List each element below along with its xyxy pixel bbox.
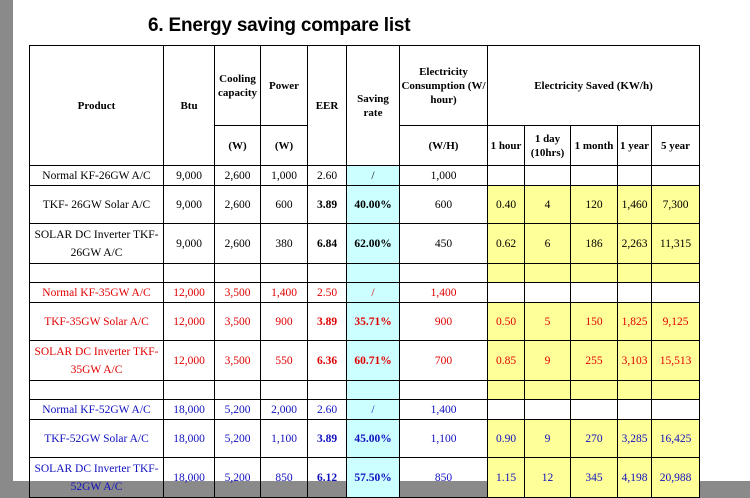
cell-d1: 4 xyxy=(525,186,571,224)
cell-h1: 0.90 xyxy=(488,420,525,458)
cell-consumption: 1,000 xyxy=(400,166,488,186)
cell-cooling: 2,600 xyxy=(215,166,261,186)
header-period-1-hour: 1 hour xyxy=(488,126,525,166)
cell-m1: 150 xyxy=(571,303,618,341)
cell-power: 1,000 xyxy=(261,166,308,186)
cell-y1: 4,198 xyxy=(618,458,652,498)
table-row xyxy=(30,186,700,224)
spacer-cell xyxy=(525,381,571,400)
cell-h1: 0.85 xyxy=(488,341,525,381)
cell-consumption: 900 xyxy=(400,303,488,341)
cell-consumption: 1,400 xyxy=(400,400,488,420)
cell-power: 1,100 xyxy=(261,420,308,458)
cell-btu: 18,000 xyxy=(164,400,215,420)
cell-m1: 186 xyxy=(571,224,618,264)
cell-m1: 120 xyxy=(571,186,618,224)
table-row xyxy=(30,283,700,303)
spacer-cell xyxy=(261,381,308,400)
header-consumption-unit: (W/H) xyxy=(400,126,488,166)
cell-eer: 6.84 xyxy=(308,224,347,264)
cell-rate: 40.00% xyxy=(347,186,400,224)
cell-d1: 6 xyxy=(525,224,571,264)
cell-btu: 12,000 xyxy=(164,283,215,303)
cell-h1: 1.15 xyxy=(488,458,525,498)
header-period-5-year: 5 year xyxy=(652,126,700,166)
cell-rate: 60.71% xyxy=(347,341,400,381)
cell-h1 xyxy=(488,166,525,186)
cell-consumption: 1,400 xyxy=(400,283,488,303)
cell-y5: 9,125 xyxy=(652,303,700,341)
cell-btu: 9,000 xyxy=(164,166,215,186)
cell-y1 xyxy=(618,166,652,186)
cell-y1: 3,285 xyxy=(618,420,652,458)
header-period-1-day: 1 day (10hrs) xyxy=(525,126,571,166)
cell-rate: / xyxy=(347,283,400,303)
cell-consumption: 1,100 xyxy=(400,420,488,458)
cell-y5: 20,988 xyxy=(652,458,700,498)
spacer-cell xyxy=(618,381,652,400)
cell-y1: 1,460 xyxy=(618,186,652,224)
cell-d1 xyxy=(525,283,571,303)
cell-y5 xyxy=(652,166,700,186)
header-electricity-saved: Electricity Saved (KW/h) xyxy=(488,46,700,126)
cell-power: 600 xyxy=(261,186,308,224)
table-row xyxy=(30,420,700,458)
table-row xyxy=(30,400,700,420)
cell-consumption: 450 xyxy=(400,224,488,264)
spacer-cell xyxy=(308,381,347,400)
spacer-cell xyxy=(215,381,261,400)
cell-m1: 270 xyxy=(571,420,618,458)
table-row xyxy=(30,458,700,498)
cell-consumption: 850 xyxy=(400,458,488,498)
cell-btu: 18,000 xyxy=(164,458,215,498)
table-row xyxy=(30,303,700,341)
cell-product: Normal KF-52GW A/C xyxy=(30,400,164,420)
cell-h1: 0.50 xyxy=(488,303,525,341)
cell-product: SOLAR DC Inverter TKF-26GW A/C xyxy=(30,224,164,264)
header-cooling-capacity xyxy=(215,46,261,126)
cell-d1 xyxy=(525,400,571,420)
spacer-cell xyxy=(571,264,618,283)
cell-m1 xyxy=(571,400,618,420)
cell-rate: 35.71% xyxy=(347,303,400,341)
cell-cooling: 2,600 xyxy=(215,186,261,224)
cell-y1 xyxy=(618,283,652,303)
spacer-cell xyxy=(347,381,400,400)
cell-product: SOLAR DC Inverter TKF-52GW A/C xyxy=(30,458,164,498)
header-btu: Btu xyxy=(164,46,215,166)
spacer-cell xyxy=(525,264,571,283)
cell-power: 850 xyxy=(261,458,308,498)
cell-consumption: 600 xyxy=(400,186,488,224)
cell-d1: 9 xyxy=(525,341,571,381)
spacer-cell xyxy=(308,264,347,283)
cell-rate: / xyxy=(347,166,400,186)
cell-y5: 11,315 xyxy=(652,224,700,264)
cell-h1 xyxy=(488,400,525,420)
spacer-cell xyxy=(488,264,525,283)
cell-btu: 12,000 xyxy=(164,341,215,381)
header-product: Product xyxy=(30,46,164,166)
cell-product: Normal KF-35GW A/C xyxy=(30,283,164,303)
cell-d1: 9 xyxy=(525,420,571,458)
spacer-cell xyxy=(488,381,525,400)
header-cooling-unit: (W) xyxy=(215,126,261,166)
spacer-row xyxy=(30,381,700,400)
cell-power: 1,400 xyxy=(261,283,308,303)
cell-eer: 6.12 xyxy=(308,458,347,498)
cell-h1 xyxy=(488,283,525,303)
cell-eer: 2.60 xyxy=(308,166,347,186)
cell-rate: 57.50% xyxy=(347,458,400,498)
spacer-cell xyxy=(400,381,488,400)
spacer-cell xyxy=(261,264,308,283)
cell-cooling: 5,200 xyxy=(215,420,261,458)
cell-d1: 5 xyxy=(525,303,571,341)
cell-power: 380 xyxy=(261,224,308,264)
cell-product: Normal KF-26GW A/C xyxy=(30,166,164,186)
cell-eer: 2.60 xyxy=(308,400,347,420)
cell-btu: 9,000 xyxy=(164,186,215,224)
cell-product: TKF- 26GW Solar A/C xyxy=(30,186,164,224)
spacer-cell xyxy=(652,381,700,400)
spacer-cell xyxy=(164,381,215,400)
cell-y5 xyxy=(652,400,700,420)
cell-y5 xyxy=(652,283,700,303)
cell-rate: 45.00% xyxy=(347,420,400,458)
spacer-cell xyxy=(618,264,652,283)
cell-rate: 62.00% xyxy=(347,224,400,264)
energy-compare-table xyxy=(29,45,700,498)
cell-btu: 12,000 xyxy=(164,303,215,341)
cell-eer: 3.89 xyxy=(308,303,347,341)
cell-d1: 12 xyxy=(525,458,571,498)
page-title: 6. Energy saving compare list xyxy=(148,15,411,36)
cell-y1: 1,825 xyxy=(618,303,652,341)
cell-eer: 2.50 xyxy=(308,283,347,303)
cell-m1: 255 xyxy=(571,341,618,381)
spacer-cell xyxy=(30,264,164,283)
cell-y1: 2,263 xyxy=(618,224,652,264)
spacer-cell xyxy=(652,264,700,283)
header-electricity-consumption: Electricity Consumption (W/ hour) xyxy=(400,46,488,126)
spacer-cell xyxy=(30,381,164,400)
spacer-cell xyxy=(215,264,261,283)
cell-cooling: 5,200 xyxy=(215,400,261,420)
header-period-1-month: 1 month xyxy=(571,126,618,166)
cell-cooling: 5,200 xyxy=(215,458,261,498)
spacer-cell xyxy=(400,264,488,283)
cell-y5: 7,300 xyxy=(652,186,700,224)
cell-eer: 6.36 xyxy=(308,341,347,381)
table-row xyxy=(30,166,700,186)
cell-y1 xyxy=(618,400,652,420)
cell-rate: / xyxy=(347,400,400,420)
header-power-unit: (W) xyxy=(261,126,308,166)
cell-d1 xyxy=(525,166,571,186)
spacer-cell xyxy=(164,264,215,283)
header-cooling-capacity-label: Cooling capacity xyxy=(217,72,258,99)
cell-power: 900 xyxy=(261,303,308,341)
spacer-row xyxy=(30,264,700,283)
cell-btu: 18,000 xyxy=(164,420,215,458)
cell-m1 xyxy=(571,166,618,186)
cell-product: TKF-35GW Solar A/C xyxy=(30,303,164,341)
cell-h1: 0.40 xyxy=(488,186,525,224)
table-row xyxy=(30,341,700,381)
cell-product: SOLAR DC Inverter TKF-35GW A/C xyxy=(30,341,164,381)
cell-cooling: 3,500 xyxy=(215,341,261,381)
cell-power: 2,000 xyxy=(261,400,308,420)
spacer-cell xyxy=(571,381,618,400)
cell-eer: 3.89 xyxy=(308,420,347,458)
header-power: Power xyxy=(261,46,308,126)
cell-cooling: 3,500 xyxy=(215,303,261,341)
header-saving-rate: Saving rate xyxy=(347,46,400,166)
cell-y5: 15,513 xyxy=(652,341,700,381)
cell-consumption: 700 xyxy=(400,341,488,381)
cell-m1: 345 xyxy=(571,458,618,498)
cell-eer: 3.89 xyxy=(308,186,347,224)
cell-h1: 0.62 xyxy=(488,224,525,264)
cell-cooling: 3,500 xyxy=(215,283,261,303)
cell-product: TKF-52GW Solar A/C xyxy=(30,420,164,458)
spacer-cell xyxy=(347,264,400,283)
cell-btu: 9,000 xyxy=(164,224,215,264)
cell-cooling: 2,600 xyxy=(215,224,261,264)
cell-power: 550 xyxy=(261,341,308,381)
cell-m1 xyxy=(571,283,618,303)
cell-y1: 3,103 xyxy=(618,341,652,381)
cell-y5: 16,425 xyxy=(652,420,700,458)
document-page xyxy=(13,0,750,493)
table-row xyxy=(30,224,700,264)
header-period-1-year: 1 year xyxy=(618,126,652,166)
header-eer: EER xyxy=(308,46,347,166)
